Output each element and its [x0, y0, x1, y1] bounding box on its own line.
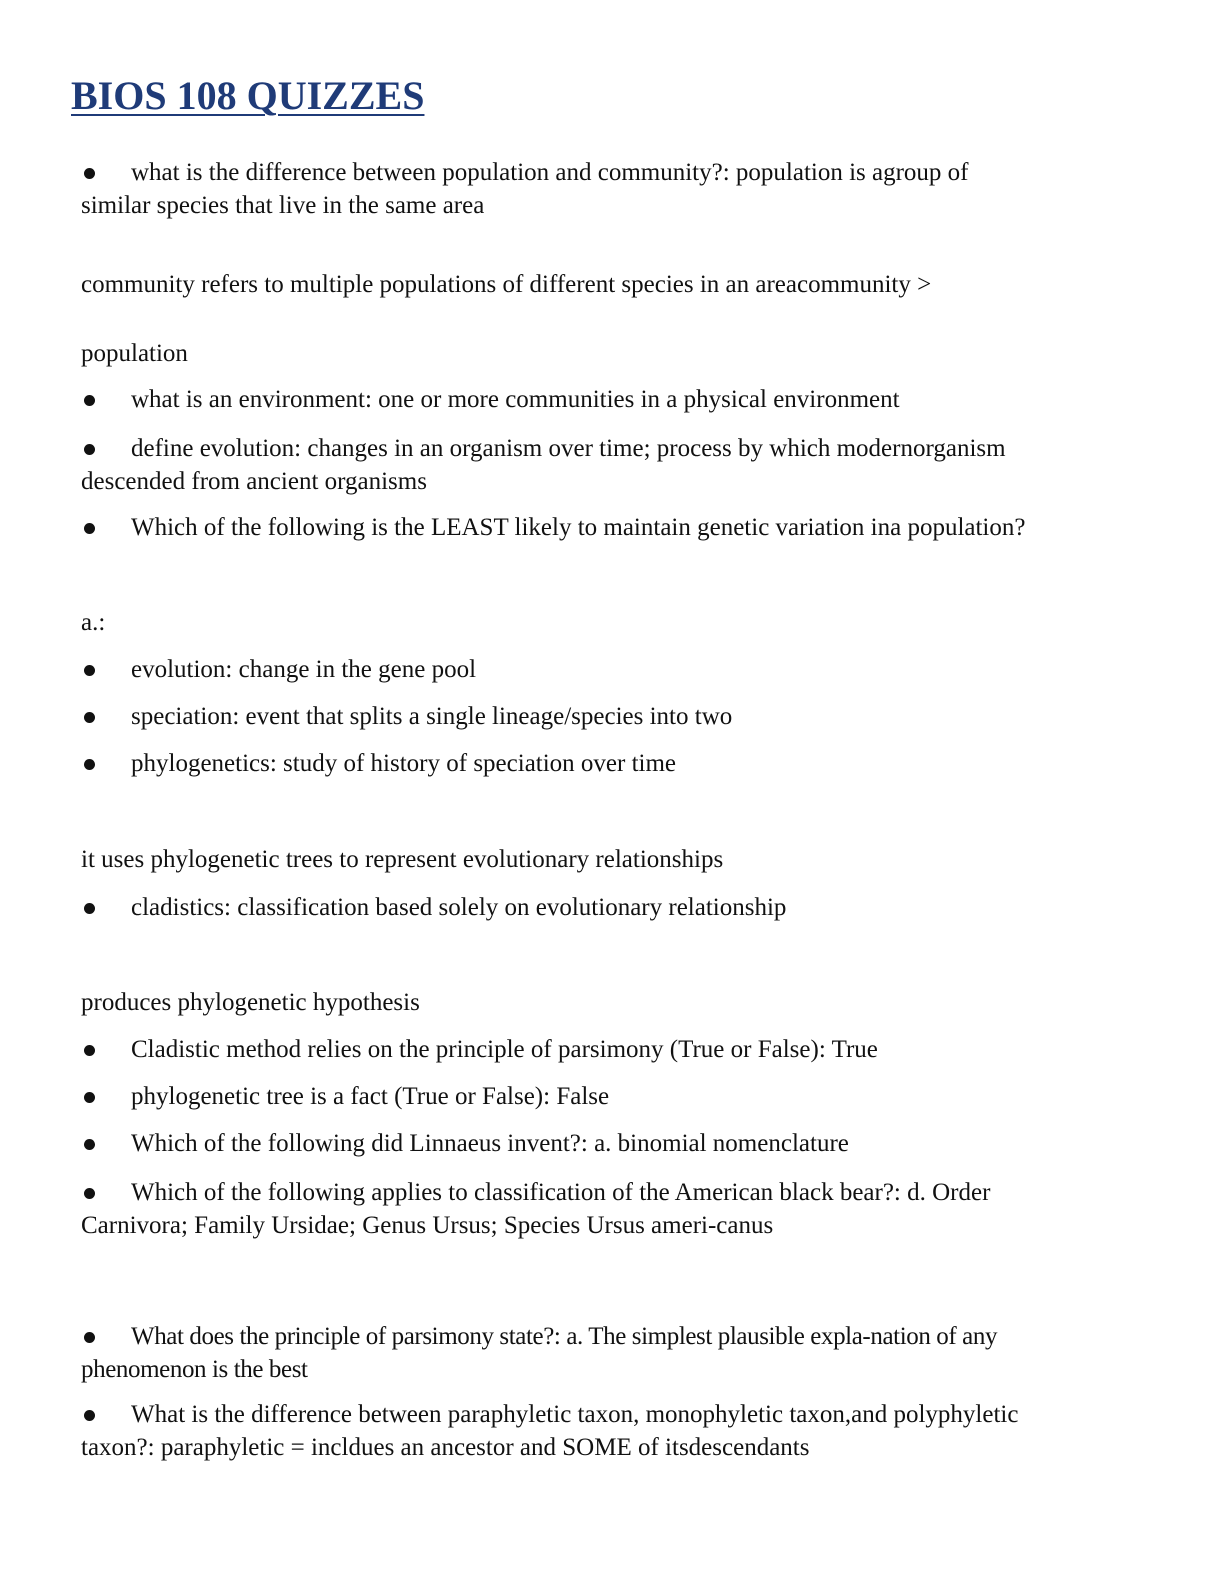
list-item-text: phylogenetics: study of history of speciation over time: [131, 750, 677, 777]
paragraph: produces phylogenetic hypothesis: [81, 989, 420, 1016]
list-item-continuation: Carnivora; Family Ursidae; Genus Ursus; Species Ursus ameri-canus: [81, 1212, 774, 1239]
paragraph: a.:: [81, 609, 106, 636]
list-item-continuation: similar species that live in the same area: [81, 192, 485, 219]
list-item-text: evolution: change in the gene pool: [131, 656, 477, 683]
bullet-icon: [81, 1129, 131, 1160]
bullet-icon: [81, 513, 131, 544]
bullet-icon: [81, 1035, 131, 1066]
list-item-text: define evolution: changes in an organism over time; process by which modernorganism: [131, 435, 1006, 462]
list-item-text: cladistics: classification based solely on evolutionary relationship: [131, 894, 787, 921]
list-item-text: What does the principle of parsimony state?: a. The simplest plausible expla-nation of any: [131, 1323, 998, 1350]
bullet-icon: [81, 1400, 131, 1431]
paragraph: community refers to multiple populations of different species in an areacommunity >: [81, 271, 932, 298]
list-item: [81, 1034, 1141, 1067]
bullet-icon: [81, 749, 131, 780]
list-item-text: Cladistic method relies on the principle of parsimony (True or False): True: [131, 1036, 878, 1063]
bullet-icon: [81, 158, 131, 189]
list-item: [81, 157, 1141, 221]
list-item: [81, 1321, 1141, 1385]
bullet-icon: [81, 1322, 131, 1353]
list-item-text: Which of the following is the LEAST likely to maintain genetic variation ina population?: [131, 514, 1026, 541]
paragraph: population: [81, 340, 188, 367]
list-item-text: What is the difference between paraphyletic taxon, monophyletic taxon,and polyphyletic: [131, 1401, 1019, 1428]
list-item: [81, 1399, 1141, 1463]
list-item: [81, 701, 1141, 734]
bullet-icon: [81, 1082, 131, 1113]
bullet-icon: [81, 702, 131, 733]
paragraph: it uses phylogenetic trees to represent evolutionary relationships: [81, 846, 724, 873]
list-item: [81, 512, 1141, 545]
list-item-text: Which of the following applies to classification of the American black bear?: d. Order: [131, 1179, 991, 1206]
list-item-text: Which of the following did Linnaeus invent?: a. binomial nomenclature: [131, 1130, 849, 1157]
list-item: [81, 384, 1141, 417]
list-item-continuation: taxon?: paraphyletic = incldues an ancestor and SOME of itsdescendants: [81, 1434, 810, 1461]
list-item: [81, 1177, 1141, 1241]
list-item: [81, 433, 1141, 497]
bullet-icon: [81, 893, 131, 924]
bullet-icon: [81, 1178, 131, 1209]
list-item-text: what is an environment: one or more communities in a physical environment: [131, 386, 900, 413]
bullet-icon: [81, 655, 131, 686]
bullet-icon: [81, 385, 131, 416]
list-item: [81, 1128, 1141, 1161]
list-item: [81, 748, 1141, 781]
list-item-continuation: descended from ancient organisms: [81, 468, 427, 495]
list-item: [81, 1081, 1141, 1114]
list-item-text: what is the difference between population and community?: population is agroup of: [131, 159, 969, 186]
document-title: BIOS 108 QUIZZES: [71, 73, 425, 118]
list-item-text: speciation: event that splits a single lineage/species into two: [131, 703, 733, 730]
list-item-continuation: phenomenon is the best: [81, 1356, 308, 1383]
list-item-text: phylogenetic tree is a fact (True or False): False: [131, 1083, 610, 1110]
bullet-icon: [81, 434, 131, 465]
list-item: [81, 892, 1141, 925]
list-item: [81, 654, 1141, 687]
